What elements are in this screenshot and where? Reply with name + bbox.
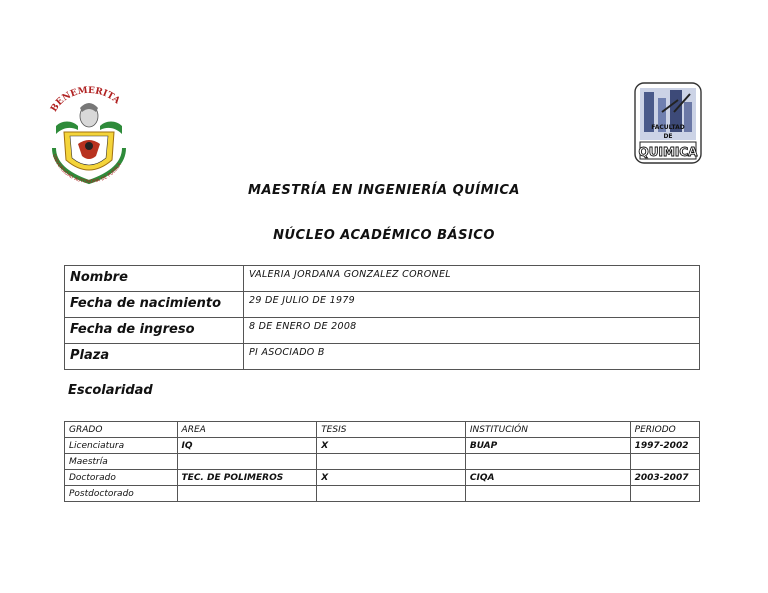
university-seal-logo xyxy=(48,82,130,194)
svg-text:QUIMICA: QUIMICA xyxy=(638,145,698,159)
svg-text:BENEMERITA: BENEMERITA xyxy=(49,85,122,114)
info-row-plaza xyxy=(65,344,700,370)
column-header: INSTITUCIÓN xyxy=(465,422,630,438)
area-cell xyxy=(177,454,317,470)
table-header-row xyxy=(65,422,700,438)
periodo-cell xyxy=(630,486,699,502)
tesis-cell: X xyxy=(317,438,466,454)
program-title: MAESTRÍA EN INGENIERÍA QUÍMICA xyxy=(248,183,520,198)
grado-cell: Licenciatura xyxy=(65,438,178,454)
escolaridad-heading: Escolaridad xyxy=(68,383,153,398)
svg-text:DE: DE xyxy=(663,133,673,140)
table-row xyxy=(65,486,700,502)
area-cell xyxy=(177,486,317,502)
personal-info-table xyxy=(64,265,700,370)
institucion-cell: BUAP xyxy=(465,438,630,454)
info-label: Plaza xyxy=(65,344,244,370)
table-row xyxy=(65,438,700,454)
column-header: GRADO xyxy=(65,422,178,438)
grado-cell: Maestría xyxy=(65,454,178,470)
grado-cell: Doctorado xyxy=(65,470,178,486)
tesis-cell: X xyxy=(317,470,466,486)
info-row-fecha-nacimiento xyxy=(65,292,700,318)
area-cell: IQ xyxy=(177,438,317,454)
info-row-nombre xyxy=(65,266,700,292)
info-value: 8 DE ENERO DE 2008 xyxy=(244,318,700,344)
info-row-fecha-ingreso xyxy=(65,318,700,344)
institucion-cell xyxy=(465,454,630,470)
tesis-cell xyxy=(317,454,466,470)
svg-text:UNIVERSIDAD AUTONOMA DE PUEBLA: UNIVERSIDAD AUTONOMA DE PUEBLA xyxy=(50,153,123,185)
table-row xyxy=(65,454,700,470)
area-cell: TEC. DE POLIMEROS xyxy=(177,470,317,486)
column-header: AREA xyxy=(177,422,317,438)
svg-text:FACULTAD: FACULTAD xyxy=(651,124,685,131)
info-value: PI ASOCIADO B xyxy=(244,344,700,370)
info-label: Fecha de nacimiento xyxy=(65,292,244,318)
grado-cell: Postdoctorado xyxy=(65,486,178,502)
periodo-cell: 2003-2007 xyxy=(630,470,699,486)
periodo-cell xyxy=(630,454,699,470)
info-value: VALERIA JORDANA GONZALEZ CORONEL xyxy=(244,266,700,292)
periodo-cell: 1997-2002 xyxy=(630,438,699,454)
faculty-chemistry-logo xyxy=(634,82,702,164)
tesis-cell xyxy=(317,486,466,502)
info-label: Nombre xyxy=(65,266,244,292)
info-value: 29 DE JULIO DE 1979 xyxy=(244,292,700,318)
institucion-cell: CIQA xyxy=(465,470,630,486)
table-row xyxy=(65,470,700,486)
institucion-cell xyxy=(465,486,630,502)
section-title: NÚCLEO ACADÉMICO BÁSICO xyxy=(273,228,495,243)
column-header: PERIODO xyxy=(630,422,699,438)
column-header: TESIS xyxy=(317,422,466,438)
education-table xyxy=(64,421,700,502)
info-label: Fecha de ingreso xyxy=(65,318,244,344)
